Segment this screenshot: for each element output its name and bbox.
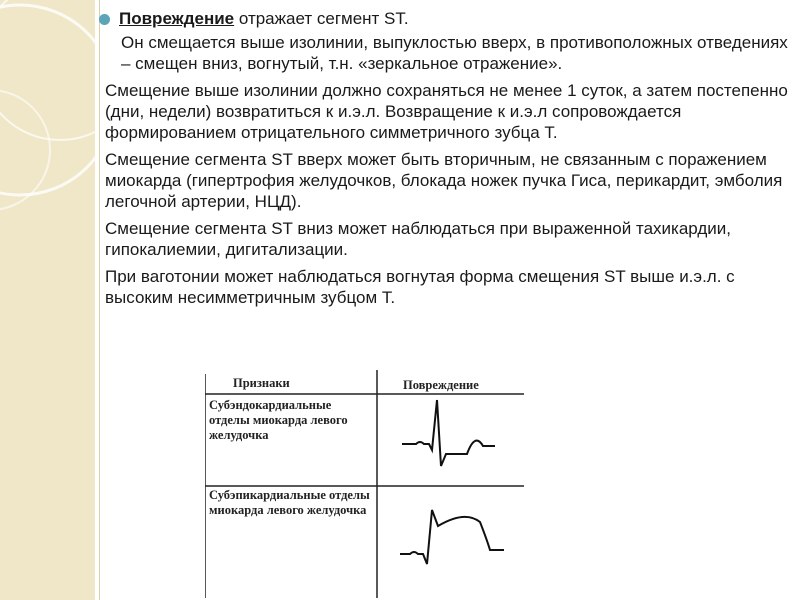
paragraph-3: Смещение сегмента ST вверх может быть вторичным, не связанным с поражением миокарда (гипертрофия желудочков, блокада ножек пучка Гиса, перикардит, эмболия легочной артерии, НЦД). (105, 150, 783, 211)
sidebar-circles (0, 0, 95, 600)
paragraph-1: Он смещается выше изолинии, выпуклостью вверх, в противоположных отведениях – смещен вниз, вогнутый, т.н. «зеркальное отражение». (121, 33, 788, 73)
title-bold: Повреждение (119, 9, 235, 28)
ecg-table (205, 370, 524, 598)
sidebar-divider (99, 0, 100, 600)
slide-title (97, 8, 795, 30)
row2-label: Субэпикардиальные отделы миокарда левого желудочка (209, 488, 370, 517)
row1-label: Субэндокардиальные отделы миокарда левого желудочка (209, 398, 348, 442)
header-signs: Признаки (233, 376, 290, 390)
header-damage: Повреждение (403, 378, 479, 392)
paragraph-2: Смещение выше изолинии должно сохраняться не менее 1 суток, а затем постепенно (дни, недели) возвратиться к и.э.л. Возвращение к и.э.л сопровождается формированием отрицательного симметричного зубца Т. (105, 81, 788, 142)
ecg-trace-subendocardial (402, 400, 495, 466)
paragraph-4: Смещение сегмента ST вниз может наблюдаться при выраженной тахикардии, гипокалиемии, дигитализации. (105, 219, 731, 259)
decorative-sidebar (0, 0, 95, 600)
ecg-trace-subepicardial (400, 510, 504, 564)
title-rest: отражает сегмент ST. (234, 9, 409, 28)
slide-content (105, 8, 795, 314)
paragraph-5: При ваготонии может наблюдаться вогнутая форма смещения ST выше и.э.л. с высоким несимметричным зубцом Т. (105, 267, 735, 307)
bullet-icon (99, 14, 110, 25)
